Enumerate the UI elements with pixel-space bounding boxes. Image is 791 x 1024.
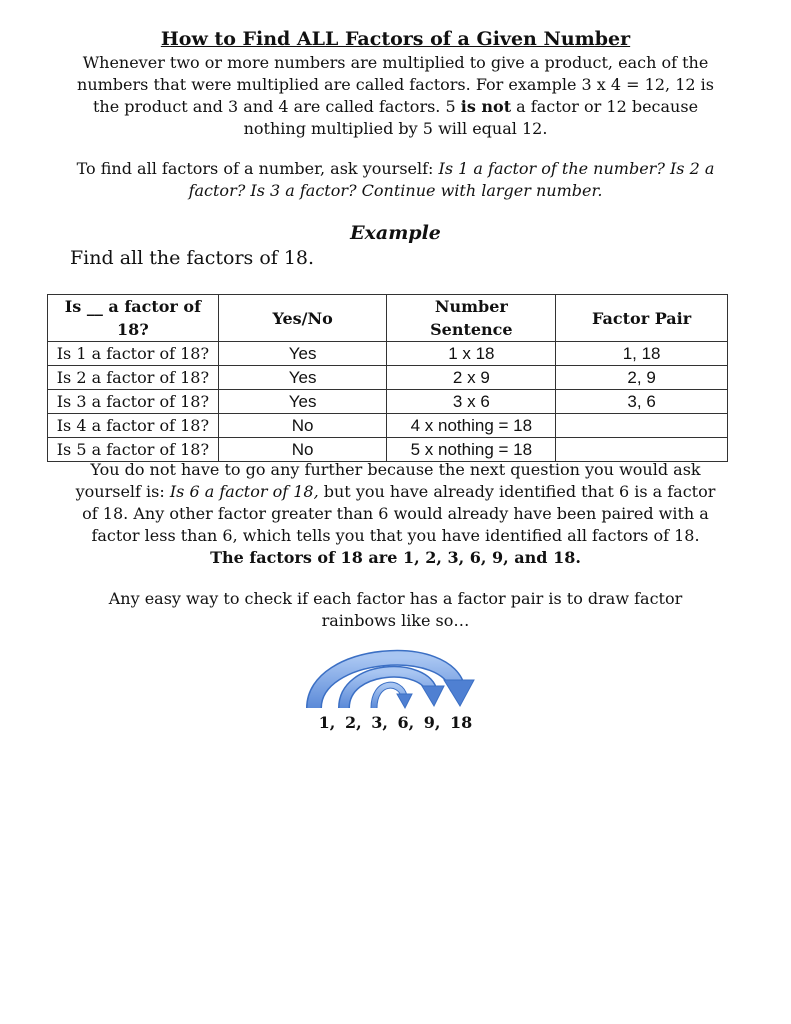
table-cell: Yes bbox=[218, 366, 387, 390]
intro-text-2: a factor or 12 because nothing multiplied by 5 will equal 12. bbox=[243, 97, 699, 138]
intro-bold: is not bbox=[460, 97, 512, 116]
intro-paragraph bbox=[70, 52, 721, 140]
instruction-italic: Is 1 a factor of the number? Is 2 a factor? Is 3 a factor? Continue with larger number. bbox=[188, 159, 715, 200]
table-row bbox=[48, 342, 728, 366]
rainbow-arc-3-6 bbox=[374, 685, 412, 708]
table-row bbox=[48, 414, 728, 438]
table-cell bbox=[556, 438, 728, 462]
table-cell: 5 x nothing = 18 bbox=[387, 438, 556, 462]
table-row bbox=[48, 390, 728, 414]
table-cell: Is 2 a factor of 18? bbox=[48, 366, 219, 390]
table-header: Number Sentence bbox=[387, 295, 556, 342]
factor-rainbow-diagram bbox=[300, 640, 490, 712]
factors-table bbox=[47, 294, 728, 462]
table-cell: No bbox=[218, 414, 387, 438]
table-cell: 3, 6 bbox=[556, 390, 728, 414]
rainbow-arc-2-9 bbox=[344, 672, 444, 708]
table-cell: 4 x nothing = 18 bbox=[387, 414, 556, 438]
page-title: How to Find ALL Factors of a Given Number bbox=[160, 28, 631, 50]
rainbow-numbers: 1, 2, 3, 6, 9, 18 bbox=[318, 713, 473, 732]
table-cell: Is 1 a factor of 18? bbox=[48, 342, 219, 366]
table-row bbox=[48, 438, 728, 462]
instruction-plain: To find all factors of a number, ask yourself: bbox=[76, 159, 439, 178]
table-cell: 2, 9 bbox=[556, 366, 728, 390]
table-cell: 1, 18 bbox=[556, 342, 728, 366]
conclusion-paragraph bbox=[70, 459, 721, 569]
table-cell: 3 x 6 bbox=[387, 390, 556, 414]
table-header: Yes/No bbox=[218, 295, 387, 342]
intro-text-1: Whenever two or more numbers are multiplied to give a product, each of the numbers that were multiplied are called factors. For example 3 x 4 = 12, 12 is the product and 3 and 4 are called factors. 5 bbox=[77, 53, 714, 116]
table-header: Factor Pair bbox=[556, 295, 728, 342]
table-row bbox=[48, 366, 728, 390]
table-cell: 1 x 18 bbox=[387, 342, 556, 366]
table-header: Is __ a factor of 18? bbox=[48, 295, 219, 342]
rainbow-instruction: Any easy way to check if each factor has a factor pair is to draw factor rainbows like so… bbox=[108, 589, 683, 630]
table-cell: Is 3 a factor of 18? bbox=[48, 390, 219, 414]
table-header-row bbox=[48, 295, 728, 342]
find-prompt: Find all the factors of 18. bbox=[70, 247, 315, 269]
table-cell: No bbox=[218, 438, 387, 462]
conclusion-text-2: but you have already identified that 6 is a factor of 18. Any other factor greater than 6 would already have been paired with a factor less than 6, which tells you that you have identified all factors of 18. bbox=[82, 482, 716, 545]
table-cell bbox=[556, 414, 728, 438]
conclusion-italic: Is 6 a factor of 18, bbox=[169, 482, 319, 501]
instruction-paragraph bbox=[70, 158, 721, 202]
table-cell: Is 5 a factor of 18? bbox=[48, 438, 219, 462]
table-cell: Is 4 a factor of 18? bbox=[48, 414, 219, 438]
example-heading: Example bbox=[350, 222, 441, 244]
factors-summary: The factors of 18 are 1, 2, 3, 6, 9, and 18. bbox=[210, 548, 581, 567]
conclusion-text-1: You do not have to go any further because the next question you would ask yourself is: bbox=[75, 460, 701, 501]
table-cell: 2 x 9 bbox=[387, 366, 556, 390]
table-cell: Yes bbox=[218, 342, 387, 366]
table-cell: Yes bbox=[218, 390, 387, 414]
